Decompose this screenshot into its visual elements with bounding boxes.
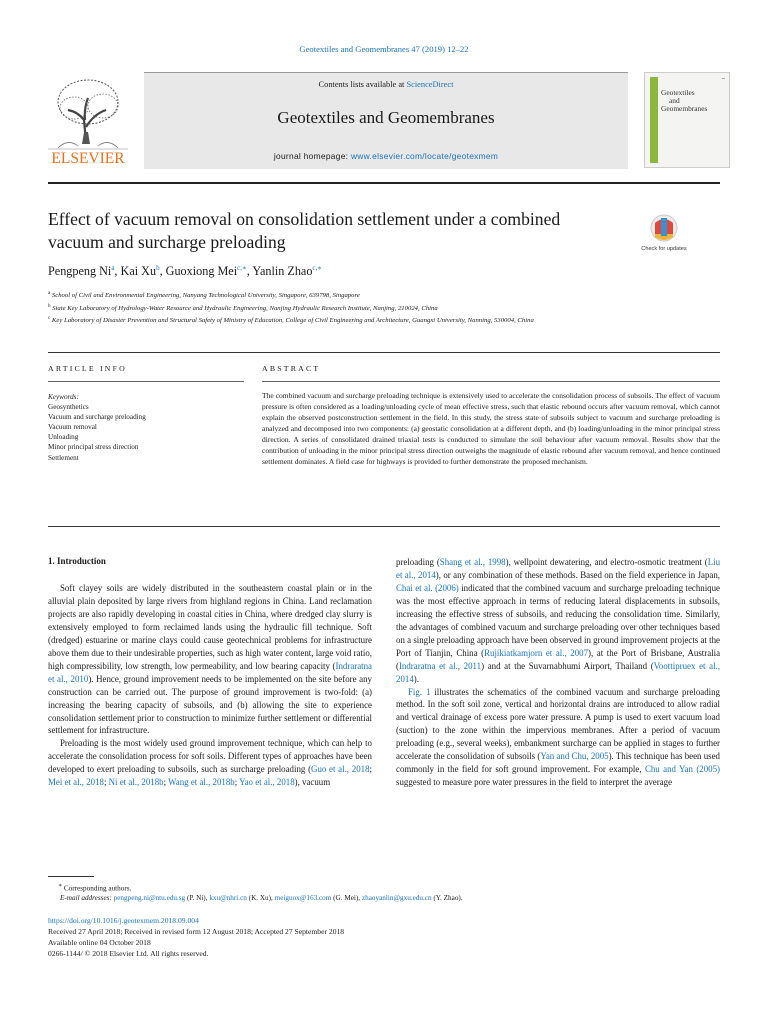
journal-homepage-line: journal homepage: www.elsevier.com/locate/geotexmem [273, 151, 499, 161]
keyword: Vacuum and surcharge preloading [48, 413, 146, 422]
affiliation: $^a$ School of Civil and Environmental Engineering, Nanyang Technological University, Singapore, 639798, Singapore [48, 291, 360, 300]
check-for-updates-badge[interactable] [641, 212, 687, 260]
citation-link[interactable]: Indraratna et al., 2011 [398, 660, 482, 671]
contents-available-line: Contents lists available at ScienceDirect [318, 80, 454, 89]
keyword: Settlement [48, 453, 79, 462]
sciencedirect-link[interactable]: ScienceDirect [406, 80, 454, 89]
copyright-line: 0266-1144/ © 2018 Elsevier Ltd. All rights reserved. [48, 949, 209, 958]
cover-title: Geotextiles and Geomembranes [661, 88, 708, 114]
abstract-text: The combined vacuum and surcharge preloading technique is extensively used to accelerate the consolidation process of subsoils. The effect of vacuum pressure is often considered as a loading/unloading cycle of mean effective stress, such that elastic rebound occurs after vacuum removal, which cannot explain the observed postconstruction settlement in the field. In this study, the stress state of subsoils subject to vacuum and surcharge preloading is analyzed and decomposed into two components: (a) geostatic consolidation at a different depth, and (b) loading/unloading in the minor principal stress direction. A series of consolidated drained triaxial tests is conducted to simulate the soil behaviour after vacuum removal. Results show that the contribution of unloading in the minor principal stress direction outweighs the magnitude of elastic rebound after vacuum removal, and hence continued settlement dominates. A field case for highways is provided to further demonstrate the proposed mechanism. [262, 391, 720, 466]
paragraph: Soft clayey soils are widely distributed in the southeastern coastal plain or in the alluvial plain deposited by large rivers from highland regions in China. Land reclamation projects are also rapidly developing in coastal cities in China, where dredged clay slurry is extensively employed to form reclaimed lands using the hydraulic fill technique. Soft (dredged) estuarine or marine clays could cause geotechnical problems for infrastructure above them due to their undesirable properties, such as high water content, large void ratio, high compressibility, low strength, low permeability, and low bearing capacity (Indraratna et al., 2010). Hence, ground improvement needs to be implemented on the site before any construction can be carried out. The purpose of ground improvement is two-fold: (a) increasing the bearing capacity of subsoils, and (b) allowing the site to experience consolidation settlement prior to construction to minimize further settlement or differential settlement for infrastructure. [48, 583, 372, 736]
journal-cover-image[interactable] [644, 72, 730, 168]
affiliations [48, 289, 628, 327]
journal-title: Geotextiles and Geomembranes [277, 108, 495, 127]
article-info-top-rule [48, 352, 720, 353]
citation-link[interactable]: Wang et al., 2018b [168, 777, 235, 788]
footnote-rule [48, 876, 94, 877]
article-info-rule [48, 381, 244, 382]
keyword: Vacuum removal [48, 423, 97, 432]
journal-homepage-link[interactable]: www.elsevier.com/locate/geotexmem [350, 151, 499, 161]
keywords-label: Keywords: [48, 393, 79, 401]
figure-link[interactable]: Fig. 1 [408, 686, 431, 697]
journal-reference-link[interactable]: Geotextiles and Geomembranes 47 (2019) 12–22 [299, 44, 469, 54]
available-online-date: Available online 04 October 2018 [48, 938, 151, 947]
cover-volume-marker: ▬ [722, 76, 725, 80]
citation-link[interactable]: Chai et al. (2006) [396, 582, 459, 593]
affiliation: $^c$ Key Laboratory of Disaster Prevention and Structural Safety of Ministry of Education, College of Civil Engineering and Architecture, Guangxi University, Nanning, 530004, China [48, 316, 534, 325]
article-info-heading: ARTICLE INFO [48, 364, 127, 373]
paragraph: Fig. 1 illustrates the schematics of the combined vacuum and surcharge preloading method. In the soft soil zone, vertical and horizontal drains are introduced to allow radial and vertical drainage of excess pore water pressure. A pump is used to exert vacuum load (suction) to the zone within the impervious membranes. After a period of vacuum preloading (e.g., several weeks), embankment surcharge can be applied in stages to further accelerate the consolidation of subsoils (Yan and Chu, 2005). This technique has been used commonly in the field for soft ground improvement. For example, Chu and Yan (2005) suggested to measure pore water pressures in the field to interpret the average [396, 686, 720, 788]
citation-link[interactable]: Rujikiatkamjorn et al., 2007 [484, 647, 589, 658]
elsevier-logo [48, 72, 128, 167]
keyword: Unloading [48, 433, 79, 442]
citation-link[interactable]: Chu and Yan (2005) [644, 764, 720, 775]
received-dates: Received 27 April 2018; Received in revised form 12 August 2018; Accepted 27 September 2018 [48, 927, 345, 936]
header-rule [48, 182, 720, 184]
author[interactable]: Yanlin Zhao$^{c,∗}$ [252, 264, 323, 278]
keyword: Geosynthetics [48, 403, 89, 412]
author[interactable]: Kai Xu$^b$ [120, 264, 160, 278]
publisher-wordmark: ELSEVIER [51, 150, 125, 167]
email-link[interactable]: meiguox@163.com [274, 894, 332, 902]
keyword: Minor principal stress direction [48, 443, 139, 452]
citation-link[interactable]: Ni et al., 2018b [108, 777, 164, 788]
cover-green-band [650, 77, 658, 163]
article-title: Effect of vacuum removal on consolidation settlement under a combined vacuum and surcharge preloading [48, 209, 561, 252]
keywords-block [48, 392, 146, 463]
paragraph: preloading (Shang et al., 1998), wellpoint dewatering, and electro-osmotic treatment (Liu et al., 2014), or any combination of these methods. Based on the field experience in Japan, Chai et al. (2006) indicated that the combined vacuum and surcharge preloading technique was the most effective approach in terms of reducing lateral displacements in subsoils, increasing the effective stress of subsoils, and reducing the consolidation time. Similarly, the advantages of combined vacuum and surcharge preloading over other techniques based on a single preloading approach have been observed in ground improvement projects at the Port of Tianjin, China (Rujikiatkamjorn et al., 2007), at the Port of Brisbane, Australia (Indraratna et al., 2011) and at the Suvarnabhumi Airport, Thailand (Voottipruex et al., 2014). [396, 557, 721, 684]
crossmark-label: Check for updates [641, 246, 687, 252]
body-column-left [48, 582, 372, 789]
citation-link[interactable]: Guo et al., 2018 [311, 764, 370, 775]
author-list: Pengpeng Ni$^a$, Kai Xu$^b$, Guoxiong Mei$^{c,∗}$, Yanlin Zhao$^{c,∗}$ [48, 264, 323, 278]
citation-link[interactable]: Liu et al., 2014 [396, 557, 721, 580]
author[interactable]: Guoxiong Mei$^{c,∗}$ [165, 264, 247, 278]
citation-link[interactable]: Mei et al., 2018 [48, 777, 104, 788]
corresponding-author-note: ∗ Corresponding authors. [58, 883, 132, 893]
section-heading-introduction: 1. Introduction [48, 556, 106, 566]
affiliation: $^b$ State Key Laboratory of Hydrology-Water Resource and Hydraulic Engineering, Nanjing Hydraulic Research Institute, Nanjing, 210024, China [48, 303, 438, 312]
paragraph: Preloading is the most widely used ground improvement technique, which can help to accelerate the consolidation process for soft soils. Different types of approaches have been developed to exert preloading to subsoils, such as surcharge preloading (Guo et al., 2018; Mei et al., 2018; Ni et al., 2018b; Wang et al., 2018b; Yao et al., 2018), vacuum [48, 738, 372, 788]
body-column-right [396, 556, 720, 789]
email-addresses: E-mail addresses: pengpeng.ni@ntu.edu.sg (P. Ni), kxu@nhri.cn (K. Xu), meiguox@163.com (G. Mei), zhaoyanlin@gxu.edu.cn (Y. Zhao). [60, 894, 463, 902]
abstract-bottom-rule [48, 526, 720, 527]
abstract-rule [262, 381, 720, 382]
citation-link[interactable]: Yan and Chu, 2005 [540, 751, 609, 762]
author[interactable]: Pengpeng Ni$^a$ [48, 264, 115, 278]
email-link[interactable]: pengpeng.ni@ntu.edu.sg [113, 894, 186, 902]
citation-link[interactable]: Shang et al., 1998 [439, 557, 506, 567]
citation-link[interactable]: Indraratna et al., 2010 [48, 660, 372, 684]
doi-link[interactable]: https://doi.org/10.1016/j.geotexmem.2018.09.004 [48, 916, 199, 925]
email-link[interactable]: kxu@nhri.cn [209, 894, 247, 902]
email-link[interactable]: zhaoyanlin@gxu.edu.cn [361, 894, 432, 902]
citation-link[interactable]: Voottipruex et al., 2014 [396, 660, 720, 684]
publication-details [48, 915, 344, 959]
abstract-heading: ABSTRACT [262, 364, 321, 373]
citation-link[interactable]: Yao et al., 2018 [239, 777, 295, 788]
